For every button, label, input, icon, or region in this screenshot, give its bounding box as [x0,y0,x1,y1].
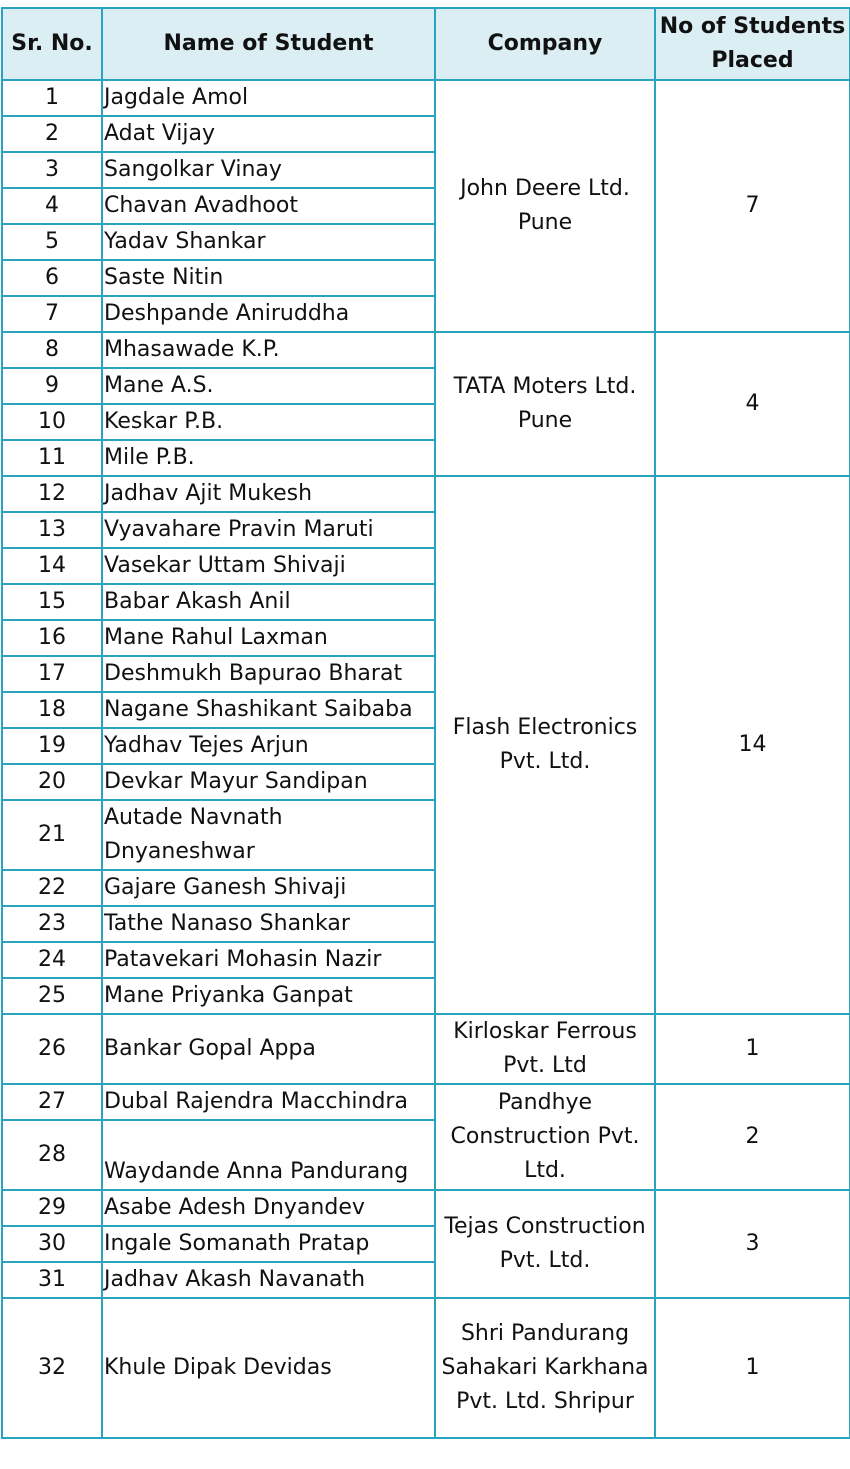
student-name-cell: Chavan Avadhoot [102,188,435,224]
header-company: Company [435,8,655,80]
student-name-cell: Keskar P.B. [102,404,435,440]
sr-no-cell: 24 [2,942,102,978]
sr-no-cell: 16 [2,620,102,656]
placement-table [1,7,850,1439]
student-name-cell: Devkar Mayur Sandipan [102,764,435,800]
sr-no-cell: 27 [2,1084,102,1120]
student-name-cell: Dubal Rajendra Macchindra [102,1084,435,1120]
sr-no-cell: 31 [2,1262,102,1298]
company-cell: Pandhye Construction Pvt. Ltd. [435,1084,655,1190]
sr-no-cell: 18 [2,692,102,728]
sr-no-cell: 12 [2,476,102,512]
header-student-name: Name of Student [102,8,435,80]
sr-no-cell: 28 [2,1120,102,1190]
student-name-cell: Nagane Shashikant Saibaba [102,692,435,728]
placed-count-cell: 1 [655,1298,850,1438]
sr-no-cell: 17 [2,656,102,692]
company-cell: Flash Electronics Pvt. Ltd. [435,476,655,1014]
student-name-cell: Deshmukh Bapurao Bharat [102,656,435,692]
sr-no-cell: 13 [2,512,102,548]
student-name-cell: Gajare Ganesh Shivaji [102,870,435,906]
sr-no-cell: 19 [2,728,102,764]
student-name-cell [102,800,435,870]
table-row [2,476,850,512]
student-name-cell: Mile P.B. [102,440,435,476]
student-name-cell: Bankar Gopal Appa [102,1014,435,1084]
student-name-cell: Deshpande Aniruddha [102,296,435,332]
student-name-cell: Sangolkar Vinay [102,152,435,188]
header-row [2,8,850,80]
sr-no-cell: 22 [2,870,102,906]
placed-count-cell: 2 [655,1084,850,1190]
sr-no-cell: 25 [2,978,102,1014]
table-row [2,1084,850,1120]
company-cell: Shri Pandurang Sahakari Karkhana Pvt. Ltd. Shripur [435,1298,655,1438]
student-name-cell: Jagdale Amol [102,80,435,116]
student-name-cell: Patavekari Mohasin Nazir [102,942,435,978]
table-row [2,1190,850,1226]
sr-no-cell: 10 [2,404,102,440]
sr-no-cell: 7 [2,296,102,332]
sr-no-cell: 14 [2,548,102,584]
placed-count-cell: 4 [655,332,850,476]
student-name-cell: Vyavahare Pravin Maruti [102,512,435,548]
table-row [2,80,850,116]
company-cell: John Deere Ltd. Pune [435,80,655,332]
student-name-cell: Vasekar Uttam Shivaji [102,548,435,584]
sr-no-cell: 23 [2,906,102,942]
student-name-cell: Ingale Somanath Pratap [102,1226,435,1262]
placed-count-cell: 14 [655,476,850,1014]
sr-no-cell: 26 [2,1014,102,1084]
placed-count-cell: 3 [655,1190,850,1298]
sr-no-cell: 2 [2,116,102,152]
student-name-cell: Babar Akash Anil [102,584,435,620]
sr-no-cell: 15 [2,584,102,620]
sr-no-cell: 3 [2,152,102,188]
sr-no-cell: 11 [2,440,102,476]
sr-no-cell: 21 [2,800,102,870]
student-name-cell: Jadhav Ajit Mukesh [102,476,435,512]
sr-no-cell: 32 [2,1298,102,1438]
student-name-cell: Jadhav Akash Navanath [102,1262,435,1298]
student-name-cell: Yadav Shankar [102,224,435,260]
student-name-cell: Tathe Nanaso Shankar [102,906,435,942]
sr-no-cell: 29 [2,1190,102,1226]
placed-count-cell: 1 [655,1014,850,1084]
student-name-cell: Mane A.S. [102,368,435,404]
student-name-cell: Saste Nitin [102,260,435,296]
student-name-cell: Asabe Adesh Dnyandev [102,1190,435,1226]
student-name-cell: Adat Vijay [102,116,435,152]
placed-count-cell: 7 [655,80,850,332]
sr-no-cell: 30 [2,1226,102,1262]
header-sr-no: Sr. No. [2,8,102,80]
sr-no-cell: 6 [2,260,102,296]
student-name-cell: Mhasawade K.P. [102,332,435,368]
table-row [2,1014,850,1084]
sr-no-cell: 1 [2,80,102,116]
student-name-cell: Mane Priyanka Ganpat [102,978,435,1014]
sr-no-cell: 9 [2,368,102,404]
student-name-cell: Mane Rahul Laxman [102,620,435,656]
table-row [2,332,850,368]
company-cell: Tejas Construction Pvt. Ltd. [435,1190,655,1298]
header-students-placed: No of Students Placed [655,8,850,80]
sr-no-cell: 5 [2,224,102,260]
sr-no-cell: 4 [2,188,102,224]
student-name-cell: Khule Dipak Devidas [102,1298,435,1438]
company-cell: TATA Moters Ltd. Pune [435,332,655,476]
student-name-cell: Yadhav Tejes Arjun [102,728,435,764]
sr-no-cell: 20 [2,764,102,800]
company-cell: Kirloskar Ferrous Pvt. Ltd [435,1014,655,1084]
table-row [2,1298,850,1438]
student-name-cell: Waydande Anna Pandurang [102,1120,435,1190]
sr-no-cell: 8 [2,332,102,368]
student-name-text: Autade Navnath Dnyaneshwar [104,805,283,864]
